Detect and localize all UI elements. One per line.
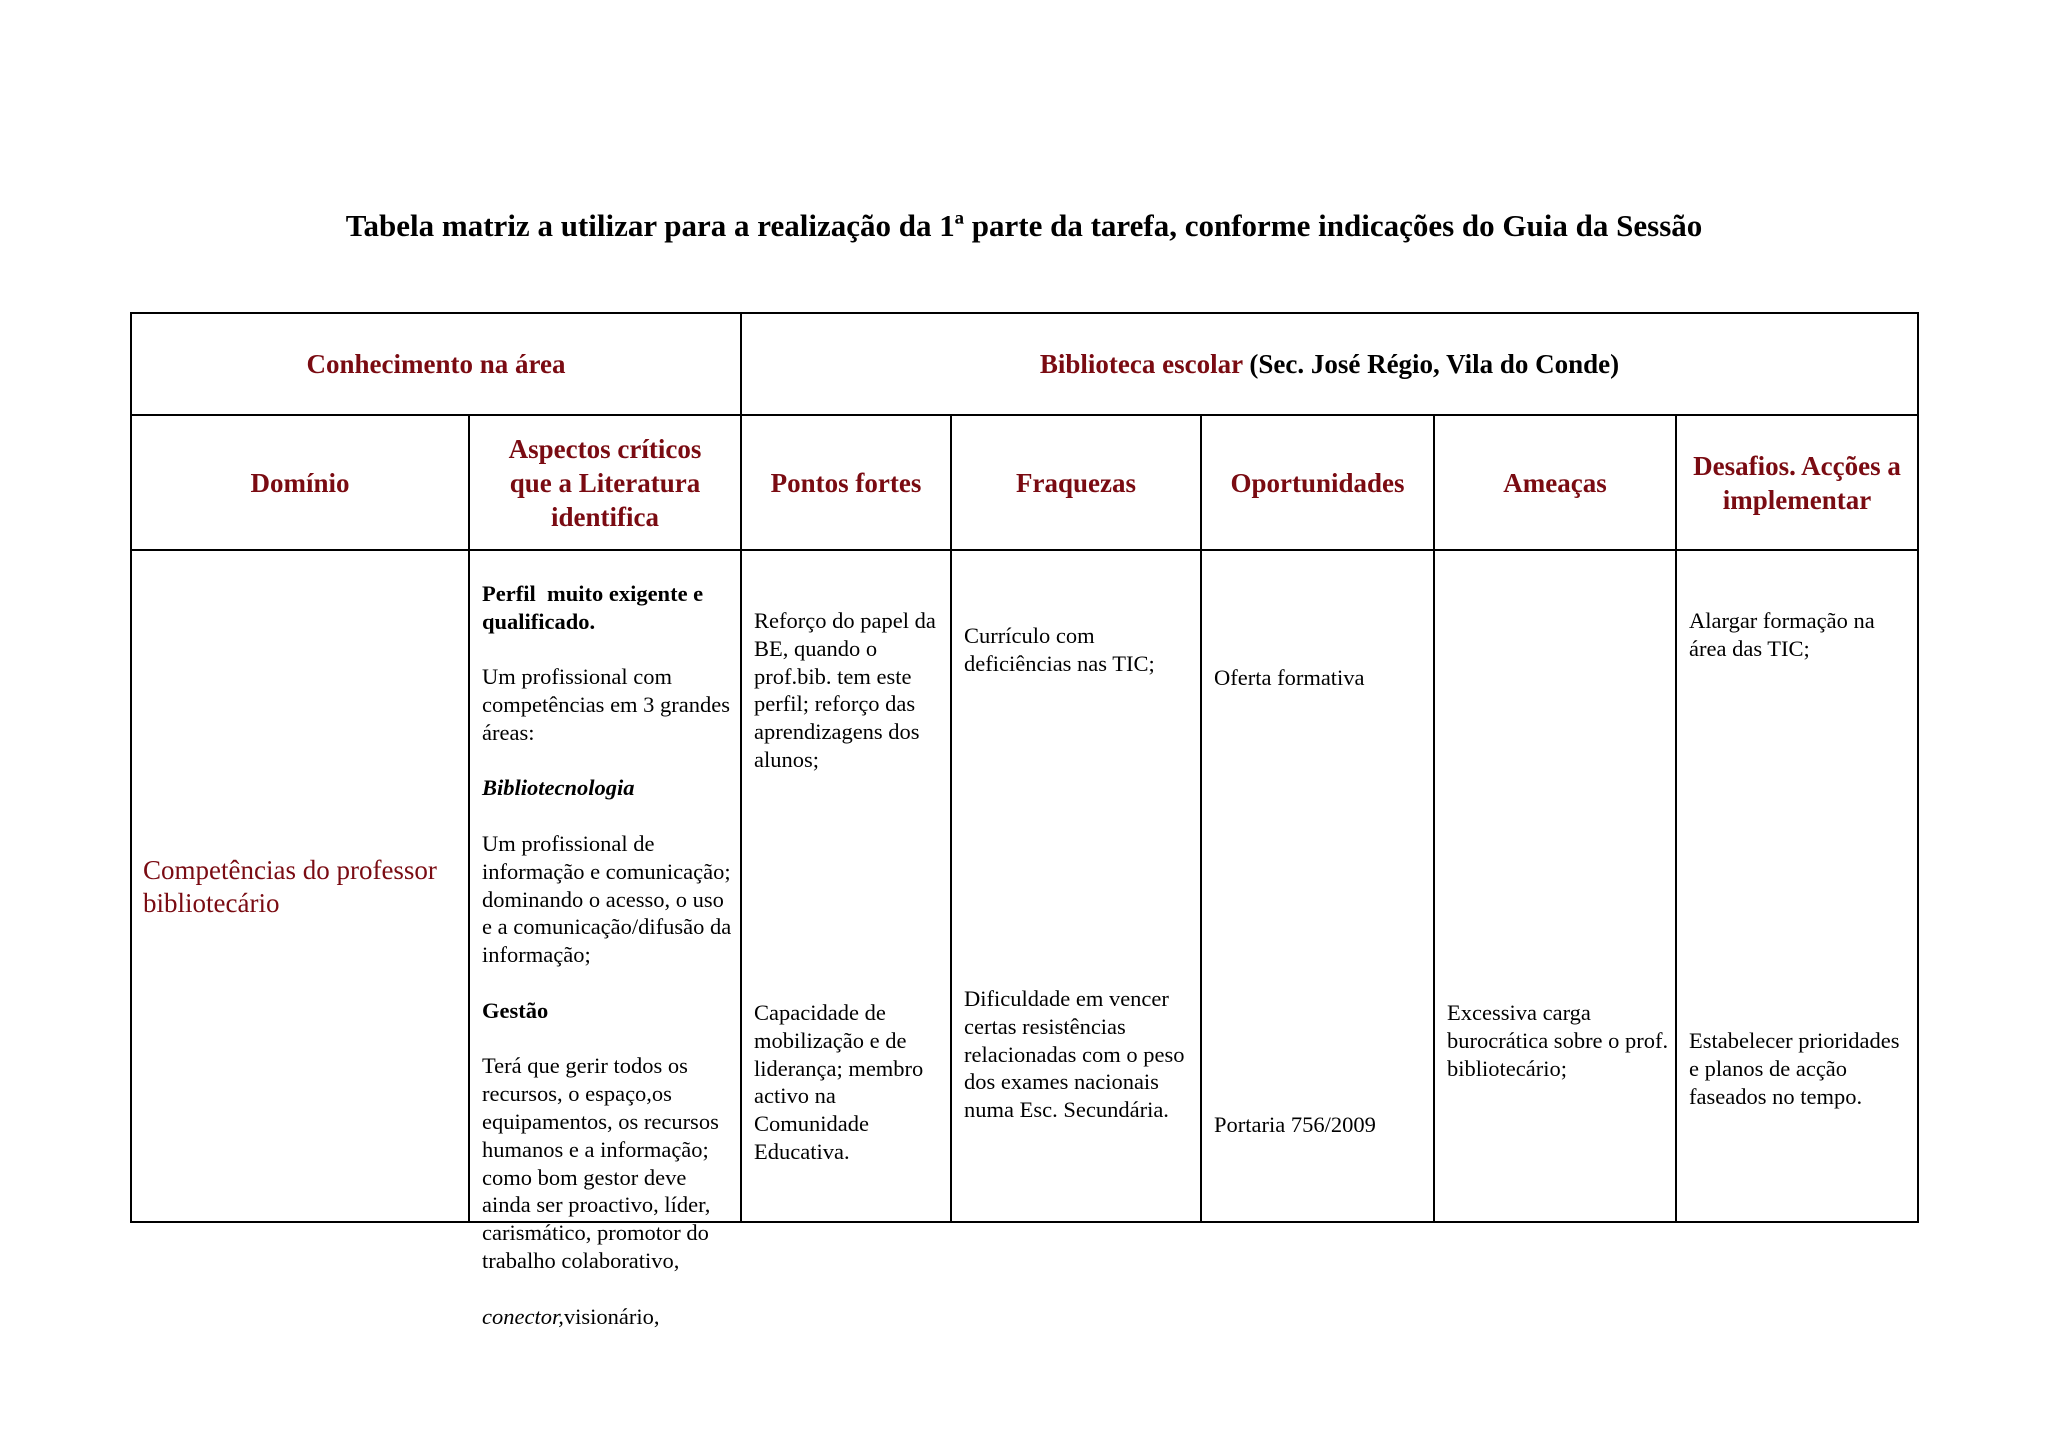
pontos-fortes-item: Reforço do papel da BE, quando o prof.bib. tem este perfil; reforço das aprendizagens dos alunos; <box>754 608 936 772</box>
row-dominio: Competências do professor bibliotecário <box>143 855 437 918</box>
oportunidades-item: Portaria 756/2009 <box>1214 1112 1376 1137</box>
header-biblioteca-label: Biblioteca escolar <box>1039 349 1243 379</box>
aspectos-visionario: visionário, <box>563 1303 660 1329</box>
column-header-oportunidades: Oportunidades <box>1230 467 1405 498</box>
header-conhecimento: Conhecimento na área <box>306 349 566 379</box>
ameacas-item: Excessiva carga burocrática sobre o prof. bibliotecário; <box>1447 1000 1669 1081</box>
fraquezas-item: Dificuldade em vencer certas resistências relacionadas com o peso dos exames nacionais numa Esc. Secundária. <box>964 986 1185 1123</box>
aspectos-gestao-heading: Gestão <box>482 997 549 1023</box>
pontos-fortes-item: Capacidade de mobilização e de liderança; membro activo na Comunidade Educativa. <box>754 1000 924 1164</box>
aspectos-bibliotecnologia-heading: Bibliotecnologia <box>482 775 635 801</box>
aspectos-conector: conector, <box>482 1303 564 1329</box>
column-header-desafios: Desafios. Acções a implementar <box>1693 450 1901 515</box>
column-header-aspectos: Aspectos críticos que a Literatura identifica <box>508 433 702 532</box>
desafios-item: Estabelecer prioridades e planos de acção faseados no tempo. <box>1689 1028 1900 1109</box>
column-header-fraquezas: Fraquezas <box>1016 467 1136 498</box>
header-biblioteca <box>742 314 1917 414</box>
column-header-ameacas: Ameaças <box>1503 467 1607 498</box>
aspectos-bibliotecnologia-text: Um profissional de informação e comunicação; dominando o acesso, o uso e a comunicação/difusão da informação; <box>482 830 732 968</box>
oportunidades-item: Oferta formativa <box>1214 665 1365 690</box>
fraquezas-item: Currículo com deficiências nas TIC; <box>964 623 1155 676</box>
aspectos-perfil-heading: Perfil muito exigente e qualificado. <box>482 580 709 634</box>
aspectos-perfil-text: Um profissional com competências em 3 grandes áreas: <box>482 664 731 745</box>
column-header-dominio: Domínio <box>250 467 350 498</box>
table-divider <box>130 549 1919 551</box>
header-biblioteca-detail: (Sec. José Régio, Vila do Conde) <box>1242 349 1620 379</box>
page-title: Tabela matriz a utilizar para a realização da 1ª parte da tarefa, conforme indicações do Guia da Sessão <box>345 208 1703 243</box>
row-aspectos <box>482 552 734 1358</box>
column-header-pontos-fortes: Pontos fortes <box>770 467 922 498</box>
aspectos-gestao-text: Terá que gerir todos os recursos, o espaço,os equipamentos, os recursos humanos e a informação; como bom gestor deve ainda ser proactivo, líder, carismático, promotor do trabalho colaborativo, <box>482 1053 719 1273</box>
desafios-item: Alargar formação na área das TIC; <box>1689 608 1875 661</box>
